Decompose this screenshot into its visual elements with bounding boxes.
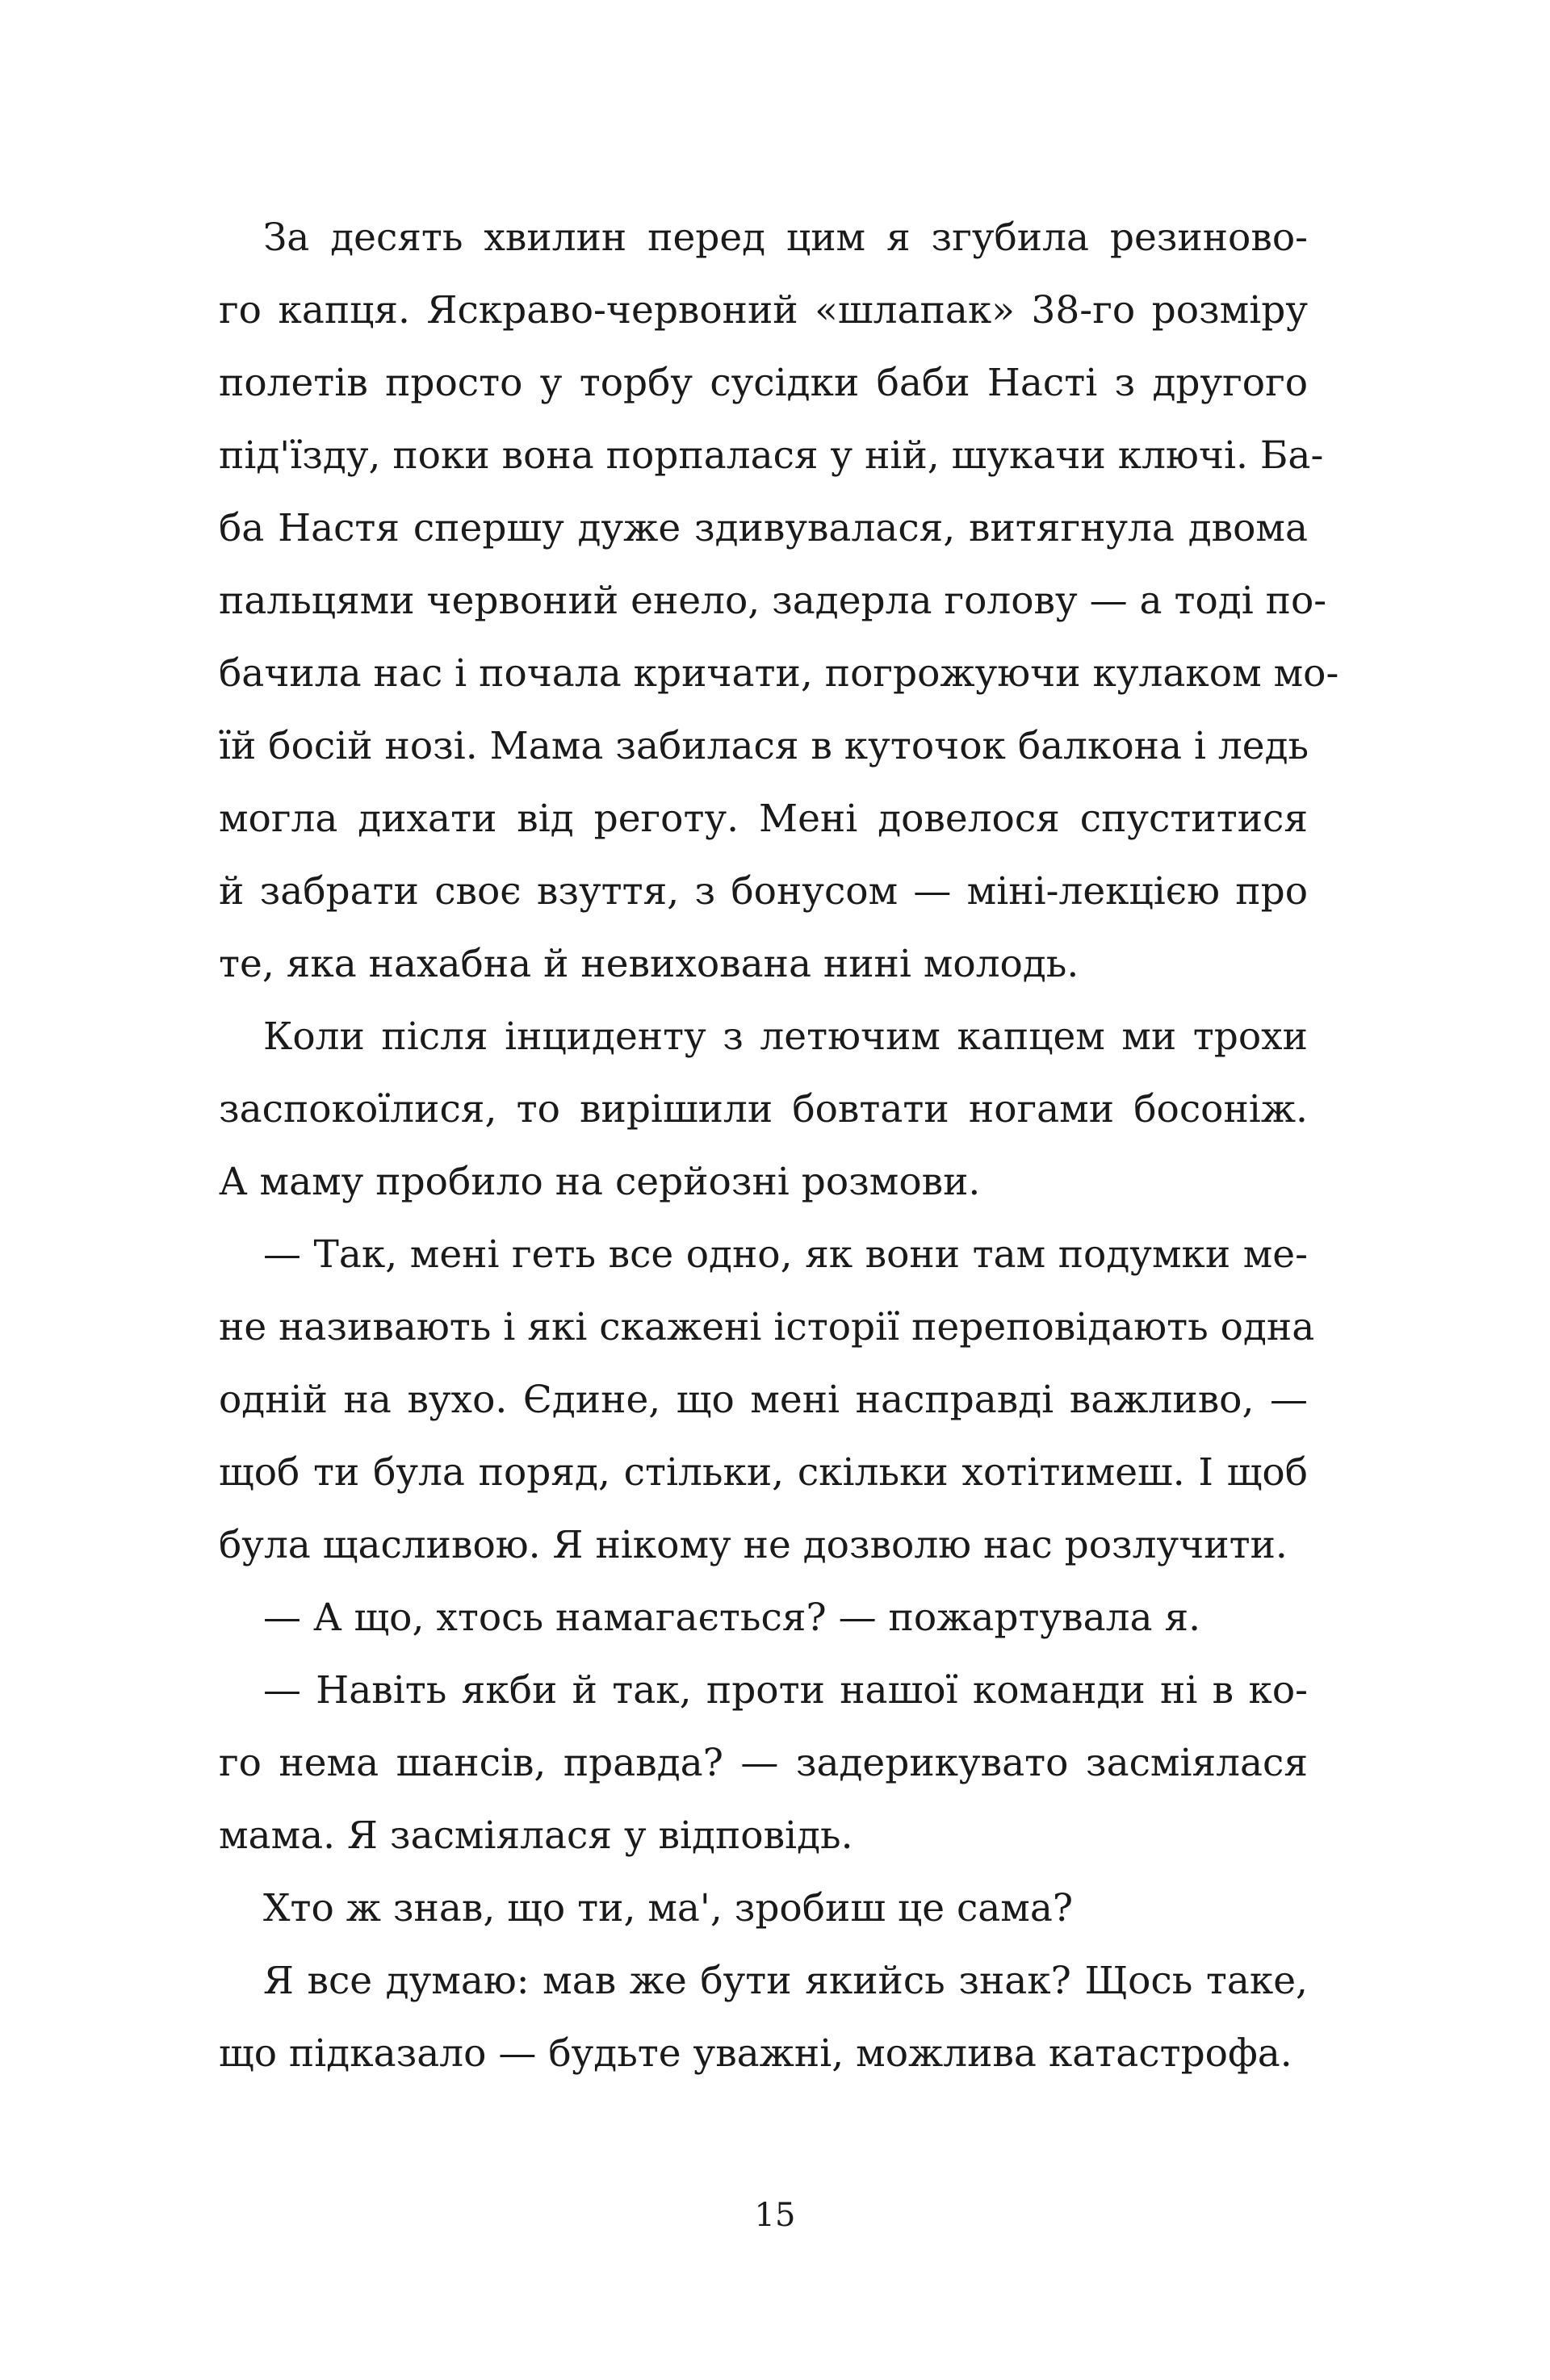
text-line: Я все думаю: мав же бути якийсь знак? Щось таке, [263, 1959, 1308, 2003]
body-text [219, 202, 1339, 2090]
text-line: й забрати своє взуття, з бонусом — міні-лекцією про [219, 869, 1308, 914]
text-line: була щасливою. Я нікому не дозволю нас розлучити. [219, 1523, 1288, 1567]
text-line: їй босій нозі. Мама забилася в куточок балкона і ледь [219, 724, 1309, 768]
text-line: За десять хвилин перед цим я згубила резиново- [263, 215, 1308, 260]
paragraph [219, 1872, 1308, 1945]
paragraph [219, 1001, 1308, 1219]
text-line: — А що, хтось намагається? — пожартувала я. [263, 1596, 1201, 1640]
text-line: могла дихати від реготу. Мені довелося спуститися [219, 797, 1308, 841]
text-line: го капця. Яскраво-червоний «шлапак» 38-го розміру [219, 288, 1308, 333]
text-line: — Так, мені геть все одно, як вони там подумки ме- [263, 1232, 1308, 1277]
text-line: щоб ти була поряд, стільки, скільки хотітимеш. І щоб [219, 1450, 1308, 1495]
text-line: ба Настя спершу дуже здивувалася, витягнула двома [219, 506, 1308, 550]
paragraph [219, 1219, 1315, 1582]
text-line: го нема шансів, правда? — задерикувато засміялася [219, 1741, 1308, 1785]
text-line: заспокоїлися, то вирішили бовтати ногами босоніж. [219, 1087, 1308, 1131]
text-line: що підказало — будьте уважні, можлива катастрофа. [219, 2031, 1292, 2076]
paragraph [219, 1654, 1308, 1872]
text-line: під'їзду, поки вона порпалася у ній, шукачи ключі. Ба- [219, 433, 1324, 478]
text-line: пальцями червоний енело, задерла голову — а тоді по- [219, 579, 1327, 623]
text-line: — Навіть якби й так, проти нашої команди ні в ко- [263, 1668, 1308, 1713]
paragraph [219, 1945, 1308, 2090]
paragraph [219, 1582, 1308, 1654]
text-line: мама. Я засміялася у відповідь. [219, 1813, 853, 1858]
text-line: Хто ж знав, що ти, ма', зробиш це сама? [263, 1886, 1074, 1930]
page-number: 15 [754, 2197, 796, 2234]
text-line: те, яка нахабна й невихована нині молодь. [219, 942, 1079, 986]
text-line: одній на вухо. Єдине, що мені насправді важливо, — [219, 1378, 1308, 1422]
text-line: полетів просто у торбу сусідки баби Насті з другого [219, 361, 1308, 405]
text-line: Коли після інциденту з летючим капцем ми трохи [263, 1014, 1308, 1059]
text-line: не називають і які скажені історії переповідають одна [219, 1305, 1315, 1349]
paragraph [219, 202, 1339, 1001]
text-line: А маму пробило на серйозні розмови. [219, 1160, 981, 1204]
text-line: бачила нас і почала кричати, погрожуючи кулаком мо- [219, 651, 1339, 696]
